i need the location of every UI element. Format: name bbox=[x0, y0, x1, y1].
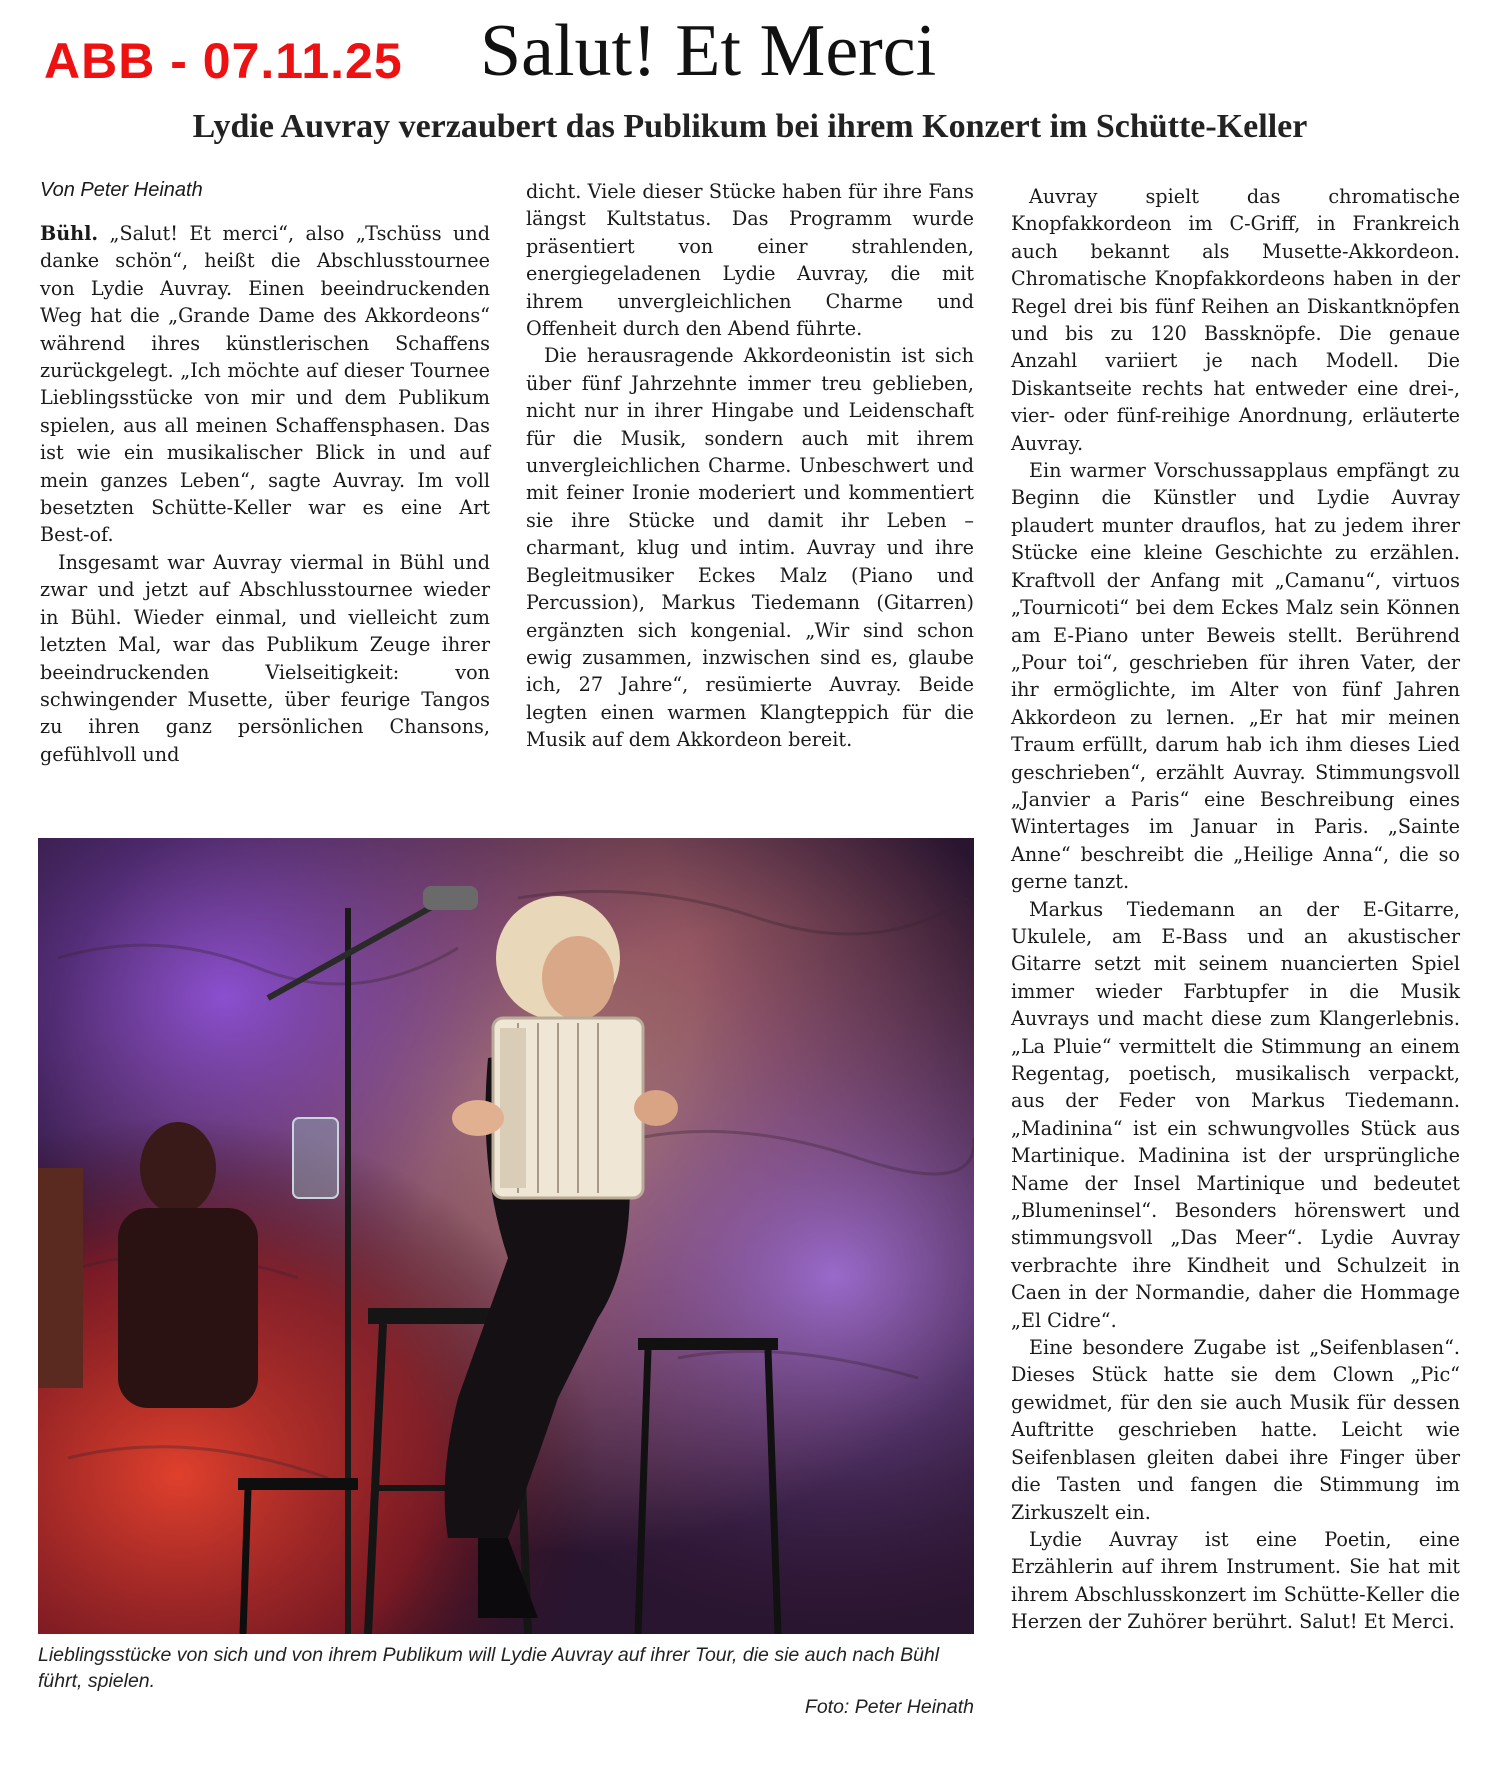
article-paragraph: Ein warmer Vorschussapplaus empfängt zu Beginn die Künstler und Lydie Auvray plaudert munter drauflos, hat zu jedem ihrer Stücke eine kleine Geschichte zu erzählen. Kraftvoll der Anfang mit „Camanu“, virtuos „Tournicoti“ bei dem Eckes Malz sein Können am E-Piano unter Beweis stellt. Berührend „Pour toi“, geschrieben für ihren Vater, der ihr ermöglichte, im Alter von fünf Jahren Akkordeon zu lernen. „Er hat mir meinen Traum erfüllt, darum hab ich ihm dieses Lied geschrieben“, erzählt Auvray. Stimmungsvoll „Janvier a Paris“ eine Beschreibung eines Wintertages im Januar in Paris. „Sainte Anne“ beschreibt die „Heilige Anna“, die so gerne tanzt. bbox=[1011, 459, 1460, 894]
article-column-3 bbox=[1011, 183, 1460, 1636]
headline: Salut! Et Merci bbox=[480, 10, 937, 92]
subheadline: Lydie Auvray verzaubert das Publikum bei ihrem Konzert im Schütte-Keller bbox=[192, 108, 1308, 145]
concert-photo-illustration bbox=[38, 838, 974, 1634]
article-paragraph: Auvray spielt das chromatische Knopfakkordeon im C-Griff, in Frankreich auch bekannt als Musette-Akkordeon. Chromatische Knopfakkordeons haben in der Regel drei bis fünf Reihen an Diskantknöpfen und bis zu 120 Bassknöpfe. Die genaue Anzahl variiert je nach Modell. Die Diskantseite rechts hat entweder eine drei-, vier- oder fünf-reihige Anordnung, erläuterte Auvray. bbox=[1011, 185, 1460, 455]
article-paragraph: Markus Tiedemann an der E-Gitarre, Ukulele, am E-Bass und an akustischer Gitarre setzt mit seinem nuancierten Spiel immer wieder Farbtupfer in die Musik Auvrays und macht diese zum Klangerlebnis. „La Pluie“ vermittelt die Stimmung an einem Regentag, poetisch, musikalisch verpackt, aus der Feder von Markus Tiedemann. „Madinina“ ist ein schwungvolles Stück aus Martinique. Madinina ist der ursprüngliche Name der Insel Martinique und bedeutet „Blumeninsel“. Besonders hörenswert und stimmungsvoll „Das Meer“. Lydie Auvray verbrachte ihre Kindheit und Schulzeit in Caen in der Normandie, daher die Hommage „El Cidre“. bbox=[1011, 897, 1460, 1332]
article-column-1 bbox=[40, 178, 490, 768]
paragraph-text: „Salut! Et merci“, also „Tschüss und danke schön“, heißt die Abschlusstournee von Lydie Auvray. Einen beeindruckenden Weg hat die „Grande Dame des Akkordeons“ während ihres künstlerischen Schaffens zurückgelegt. „Ich möchte auf dieser Tournee Lieblingsstücke von mir und dem Publikum spielen, aus all meinen Schaffensphasen. Das ist wie ein musikalischer Blick in und auf mein ganzes Leben“, sagte Auvray. Im voll besetzten Schütte-Keller war es eine Art Best-of. bbox=[40, 222, 490, 547]
dateline-place: Bühl. bbox=[40, 222, 99, 245]
article-paragraph: Insgesamt war Auvray viermal in Bühl und zwar und jetzt auf Abschlusstournee wieder in Bühl. Wieder einmal, und vielleicht zum letzten Mal, war das Publikum Zeuge ihrer beeindruckenden Vielseitigkeit: von schwingender Musette, über feurige Tangos zu ihren ganz persönlichen Chansons, gefühlvoll und bbox=[40, 550, 490, 766]
date-stamp: ABB - 07.11.25 bbox=[44, 33, 403, 89]
article-paragraph bbox=[40, 220, 490, 549]
article-paragraph: Die herausragende Akkordeonistin ist sich über fünf Jahrzehnte immer treu geblieben, nicht nur in ihrer Hingabe und Leidenschaft für die Musik, sondern auch mit ihrem unvergleichlichen Charme. Unbeschwert und mit feiner Ironie moderiert und kommentiert sie ihre Stücke und damit ihr Leben – charmant, klug und intim. Auvray und ihre Begleitmusiker Eckes Malz (Piano und Percussion), Markus Tiedemann (Gitarren) ergänzten sich kongenial. „Wir sind schon ewig zusammen, inzwischen sind es, glaube ich, 27 Jahre“, resümierte Auvray. Beide legten einen warmen Klangteppich für die Musik auf dem Akkordeon bereit. bbox=[526, 344, 974, 752]
article-paragraph: dicht. Viele dieser Stücke haben für ihre Fans längst Kultstatus. Das Programm wurde präsentiert von einer strahlenden, energiegeladenen Lydie Auvray, die mit ihrem unvergleichlichen Charme und Offenheit durch den Abend führte. bbox=[526, 180, 974, 341]
concert-photo bbox=[38, 838, 974, 1634]
byline: Von Peter Heinath bbox=[40, 179, 203, 201]
photo-credit: Foto: Peter Heinath bbox=[804, 1696, 974, 1718]
article-paragraph: Lydie Auvray ist eine Poetin, eine Erzählerin auf ihrem Instrument. Sie hat mit ihrem Abschlusskonzert im Schütte-Keller die Herzen der Zuhörer berührt. Salut! Et Merci. bbox=[1011, 1527, 1460, 1634]
photo-caption-block bbox=[38, 1642, 974, 1720]
photo-caption: Lieblingsstücke von sich und von ihrem Publikum will Lydie Auvray auf ihrer Tour, die sie auch nach Bühl führt, spielen. bbox=[38, 1644, 940, 1692]
article-column-2 bbox=[526, 178, 974, 754]
article-paragraph: Eine besondere Zugabe ist „Seifenblasen“. Dieses Stück hatte sie dem Clown „Pic“ gewidmet, für den sie auch Musik für dessen Auftritte geschrieben hatte. Leicht wie Seifenblasen gleiten dabei ihre Finger über die Tasten und fangen die Stimmung im Zirkuszelt ein. bbox=[1011, 1336, 1460, 1524]
